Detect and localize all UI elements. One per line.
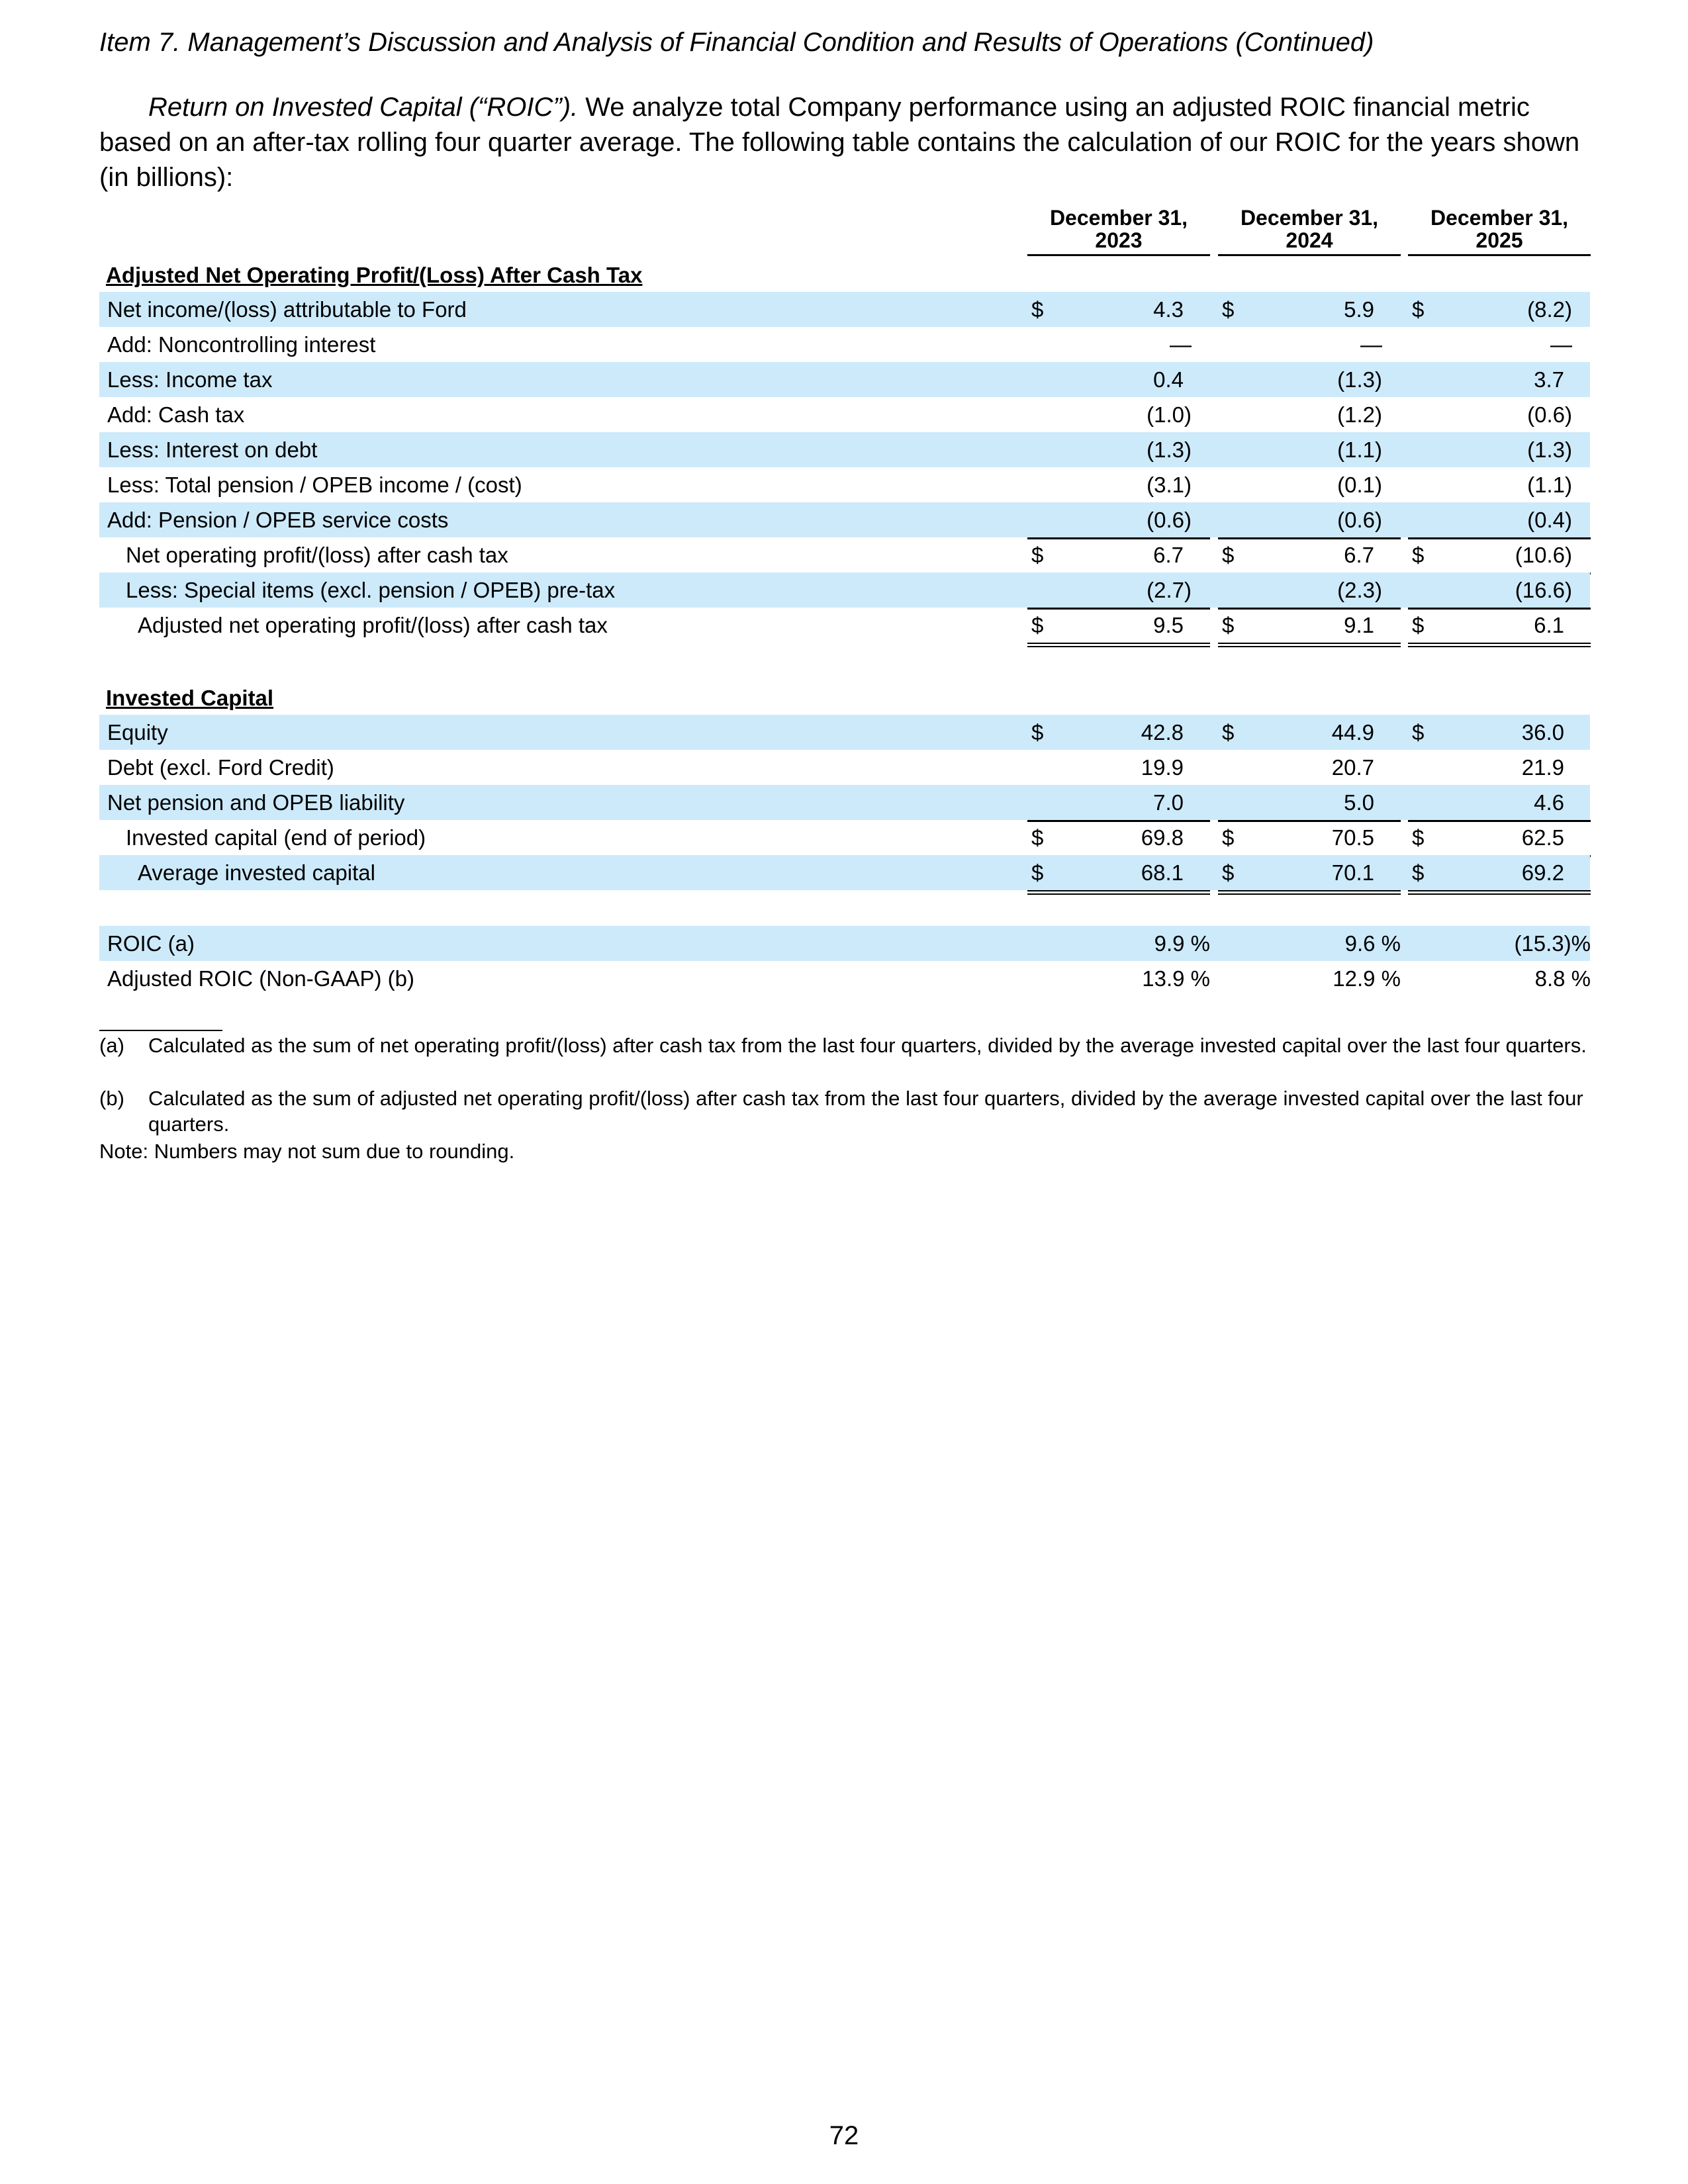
currency-symbol: $ bbox=[1031, 613, 1044, 637]
footnote-text: Calculated as the sum of adjusted net operating profit/(loss) after cash tax from the last four quarters, divided by the average invested capital over the last four quarters. bbox=[148, 1087, 1583, 1136]
cell-value: 36.0 bbox=[1521, 720, 1564, 745]
cell-value: 20.7 bbox=[1331, 755, 1374, 780]
table-row bbox=[99, 608, 1590, 643]
value-cell bbox=[1408, 537, 1591, 574]
cell-value: 4.6 bbox=[1534, 790, 1564, 815]
value-cell bbox=[1218, 502, 1401, 539]
table-row bbox=[99, 362, 1590, 397]
row-label: Net operating profit/(loss) after cash tax bbox=[126, 543, 508, 567]
column-header-line1: December 31, bbox=[1049, 206, 1188, 230]
cell-value: 70.1 bbox=[1331, 860, 1374, 885]
cell-value: 9.9 % bbox=[1154, 931, 1210, 956]
table-row bbox=[99, 537, 1590, 572]
value-cell bbox=[1218, 327, 1401, 362]
intro-text: We analyze total Company performance using an adjusted ROIC financial metric based on an after-tax rolling four quarter average. The following table contains the calculation of our ROIC for the years shown (in billions): bbox=[99, 93, 1580, 192]
footnote-text: Calculated as the sum of net operating profit/(loss) after cash tax from the last four quarters, divided by the average invested capital over the last four quarters. bbox=[148, 1034, 1587, 1057]
value-cell bbox=[1408, 750, 1591, 785]
cell-value: 68.1 bbox=[1141, 860, 1184, 885]
cell-value: 69.2 bbox=[1521, 860, 1564, 885]
row-label: Invested capital (end of period) bbox=[126, 825, 426, 850]
value-cell bbox=[1027, 397, 1210, 432]
table-row bbox=[99, 292, 1590, 327]
cell-value: 9.5 bbox=[1153, 613, 1184, 637]
cell-value: 0.4 bbox=[1153, 367, 1184, 392]
value-cell bbox=[1218, 292, 1401, 327]
cell-value: 19.9 bbox=[1141, 755, 1184, 780]
cell-value: (8.2) bbox=[1527, 297, 1572, 322]
currency-symbol: $ bbox=[1222, 860, 1235, 885]
column-header-line1: December 31, bbox=[1430, 206, 1569, 230]
footnote-a bbox=[99, 1032, 1589, 1058]
table-row bbox=[99, 467, 1590, 502]
value-cell bbox=[1408, 432, 1591, 467]
column-header-2023 bbox=[1027, 206, 1210, 256]
table-row bbox=[99, 715, 1590, 750]
value-cell bbox=[1218, 926, 1401, 961]
intro-paragraph bbox=[99, 90, 1589, 195]
value-cell bbox=[1218, 750, 1401, 785]
cell-value: 70.5 bbox=[1331, 825, 1374, 850]
value-cell bbox=[1408, 961, 1591, 996]
cell-value: 69.8 bbox=[1141, 825, 1184, 850]
value-cell bbox=[1218, 397, 1401, 432]
value-cell bbox=[1027, 432, 1210, 467]
value-cell bbox=[1218, 467, 1401, 502]
value-cell bbox=[1027, 362, 1210, 397]
cell-value: 4.3 bbox=[1153, 297, 1184, 322]
table-row bbox=[99, 432, 1590, 467]
value-cell bbox=[1408, 467, 1591, 502]
value-cell bbox=[1408, 715, 1591, 750]
table-row bbox=[99, 961, 1590, 996]
value-cell bbox=[1218, 820, 1401, 857]
row-label: Average invested capital bbox=[138, 860, 375, 885]
currency-symbol: $ bbox=[1031, 720, 1044, 745]
table-row bbox=[99, 855, 1590, 890]
value-cell bbox=[1408, 785, 1591, 822]
value-cell bbox=[1027, 572, 1210, 610]
value-cell bbox=[1218, 855, 1401, 895]
value-cell bbox=[1027, 855, 1210, 895]
row-label: Less: Interest on debt bbox=[107, 437, 318, 462]
value-cell bbox=[1027, 292, 1210, 327]
cell-value: 62.5 bbox=[1521, 825, 1564, 850]
column-header-year: 2025 bbox=[1476, 228, 1523, 252]
cell-value: 13.9 % bbox=[1142, 966, 1210, 991]
column-header-year: 2023 bbox=[1095, 228, 1143, 252]
currency-symbol: $ bbox=[1222, 543, 1235, 567]
value-cell bbox=[1027, 608, 1210, 647]
value-cell bbox=[1408, 502, 1591, 539]
value-cell bbox=[1027, 926, 1210, 961]
row-label: Equity bbox=[107, 720, 168, 745]
value-cell bbox=[1408, 855, 1591, 895]
page-number: 72 bbox=[829, 2121, 859, 2150]
row-label: Debt (excl. Ford Credit) bbox=[107, 755, 334, 780]
currency-symbol: $ bbox=[1412, 297, 1425, 322]
value-cell bbox=[1027, 327, 1210, 362]
table-row bbox=[99, 926, 1590, 961]
value-cell bbox=[1027, 467, 1210, 502]
cell-value: 6.1 bbox=[1534, 613, 1564, 637]
cell-value: (2.3) bbox=[1337, 578, 1382, 602]
currency-symbol: $ bbox=[1031, 297, 1044, 322]
currency-symbol: $ bbox=[1031, 543, 1044, 567]
table-row bbox=[99, 820, 1590, 855]
column-header-2024 bbox=[1218, 206, 1401, 256]
cell-value: (1.2) bbox=[1337, 402, 1382, 427]
cell-value: (1.3) bbox=[1337, 367, 1382, 392]
row-label: Adjusted net operating profit/(loss) after cash tax bbox=[138, 613, 608, 637]
row-label: Net income/(loss) attributable to Ford bbox=[107, 297, 467, 322]
cell-value: (1.0) bbox=[1147, 402, 1192, 427]
currency-symbol: $ bbox=[1222, 825, 1235, 850]
cell-value: (2.7) bbox=[1147, 578, 1192, 602]
table-row bbox=[99, 750, 1590, 785]
value-cell bbox=[1408, 292, 1591, 327]
cell-value: (1.3) bbox=[1527, 437, 1572, 462]
value-cell bbox=[1408, 820, 1591, 857]
value-cell bbox=[1408, 397, 1591, 432]
currency-symbol: $ bbox=[1412, 860, 1425, 885]
cell-value: — bbox=[1360, 332, 1382, 357]
intro-lead: Return on Invested Capital (“ROIC”). bbox=[148, 93, 579, 122]
value-cell bbox=[1027, 502, 1210, 539]
currency-symbol: $ bbox=[1412, 825, 1425, 850]
cell-value: 6.7 bbox=[1344, 543, 1374, 567]
currency-symbol: $ bbox=[1031, 860, 1044, 885]
value-cell bbox=[1027, 785, 1210, 822]
value-cell bbox=[1218, 572, 1401, 610]
value-cell bbox=[1218, 432, 1401, 467]
value-cell bbox=[1027, 750, 1210, 785]
value-cell bbox=[1218, 537, 1401, 574]
footnote-mark: (a) bbox=[99, 1034, 124, 1057]
row-label: Adjusted ROIC (Non-GAAP) (b) bbox=[107, 966, 414, 991]
cell-value: 5.0 bbox=[1344, 790, 1374, 815]
cell-value: 3.7 bbox=[1534, 367, 1564, 392]
cell-value: (15.3)% bbox=[1514, 931, 1591, 956]
column-header-2025 bbox=[1408, 206, 1591, 256]
cell-value: (0.6) bbox=[1337, 508, 1382, 532]
cell-value: 5.9 bbox=[1344, 297, 1374, 322]
cell-value: 21.9 bbox=[1521, 755, 1564, 780]
cell-value: (1.1) bbox=[1527, 473, 1572, 497]
currency-symbol: $ bbox=[1412, 543, 1425, 567]
value-cell bbox=[1408, 926, 1591, 961]
table-row bbox=[99, 785, 1590, 820]
footnote-b bbox=[99, 1085, 1589, 1137]
cell-value: (0.1) bbox=[1337, 473, 1382, 497]
currency-symbol: $ bbox=[1222, 297, 1235, 322]
cell-value: 8.8 % bbox=[1534, 966, 1591, 991]
cell-value: 42.8 bbox=[1141, 720, 1184, 745]
value-cell bbox=[1218, 715, 1401, 750]
cell-value: — bbox=[1550, 332, 1572, 357]
value-cell bbox=[1408, 572, 1591, 610]
currency-symbol: $ bbox=[1412, 613, 1425, 637]
cell-value: 6.7 bbox=[1153, 543, 1184, 567]
table-row bbox=[99, 572, 1590, 608]
cell-value: (0.6) bbox=[1527, 402, 1572, 427]
rounding-note: Note: Numbers may not sum due to rounding. bbox=[99, 1140, 515, 1163]
row-label: Less: Total pension / OPEB income / (cost) bbox=[107, 473, 522, 497]
cell-value: (16.6) bbox=[1515, 578, 1572, 602]
currency-symbol: $ bbox=[1222, 613, 1235, 637]
value-cell bbox=[1218, 785, 1401, 822]
cell-value: — bbox=[1170, 332, 1192, 357]
row-label: Less: Special items (excl. pension / OPEB) pre-tax bbox=[126, 578, 616, 602]
column-header-year: 2024 bbox=[1286, 228, 1333, 252]
cell-value: 12.9 % bbox=[1333, 966, 1401, 991]
currency-symbol: $ bbox=[1031, 825, 1044, 850]
row-label: Less: Income tax bbox=[107, 367, 273, 392]
value-cell bbox=[1027, 537, 1210, 574]
value-cell bbox=[1218, 608, 1401, 647]
value-cell bbox=[1027, 961, 1210, 996]
row-label: Add: Pension / OPEB service costs bbox=[107, 508, 449, 532]
section-header: Item 7. Management’s Discussion and Analysis of Financial Condition and Results of Operations (Continued) bbox=[99, 28, 1374, 57]
row-label: ROIC (a) bbox=[107, 931, 195, 956]
cell-value: 44.9 bbox=[1331, 720, 1374, 745]
cell-value: 7.0 bbox=[1153, 790, 1184, 815]
currency-symbol: $ bbox=[1412, 720, 1425, 745]
row-label: Net pension and OPEB liability bbox=[107, 790, 405, 815]
value-cell bbox=[1408, 327, 1591, 362]
cell-value: (1.3) bbox=[1147, 437, 1192, 462]
cell-value: (3.1) bbox=[1147, 473, 1192, 497]
value-cell bbox=[1027, 820, 1210, 857]
cell-value: (0.4) bbox=[1527, 508, 1572, 532]
cell-value: 9.6 % bbox=[1344, 931, 1401, 956]
cell-value: 9.1 bbox=[1344, 613, 1374, 637]
footnote-rule bbox=[99, 1030, 222, 1031]
value-cell bbox=[1408, 362, 1591, 397]
value-cell bbox=[1027, 715, 1210, 750]
section-title-invested-capital: Invested Capital bbox=[106, 686, 274, 710]
table-row bbox=[99, 397, 1590, 432]
row-label: Add: Cash tax bbox=[107, 402, 245, 427]
table-row bbox=[99, 502, 1590, 537]
row-label: Add: Noncontrolling interest bbox=[107, 332, 376, 357]
cell-value: (10.6) bbox=[1515, 543, 1572, 567]
column-header-line1: December 31, bbox=[1240, 206, 1379, 230]
cell-value: (1.1) bbox=[1337, 437, 1382, 462]
value-cell bbox=[1408, 608, 1591, 647]
table-row bbox=[99, 327, 1590, 362]
value-cell bbox=[1218, 362, 1401, 397]
section-title-nopat: Adjusted Net Operating Profit/(Loss) After Cash Tax bbox=[106, 263, 643, 287]
footnote-mark: (b) bbox=[99, 1087, 124, 1110]
cell-value: (0.6) bbox=[1147, 508, 1192, 532]
value-cell bbox=[1218, 961, 1401, 996]
currency-symbol: $ bbox=[1222, 720, 1235, 745]
